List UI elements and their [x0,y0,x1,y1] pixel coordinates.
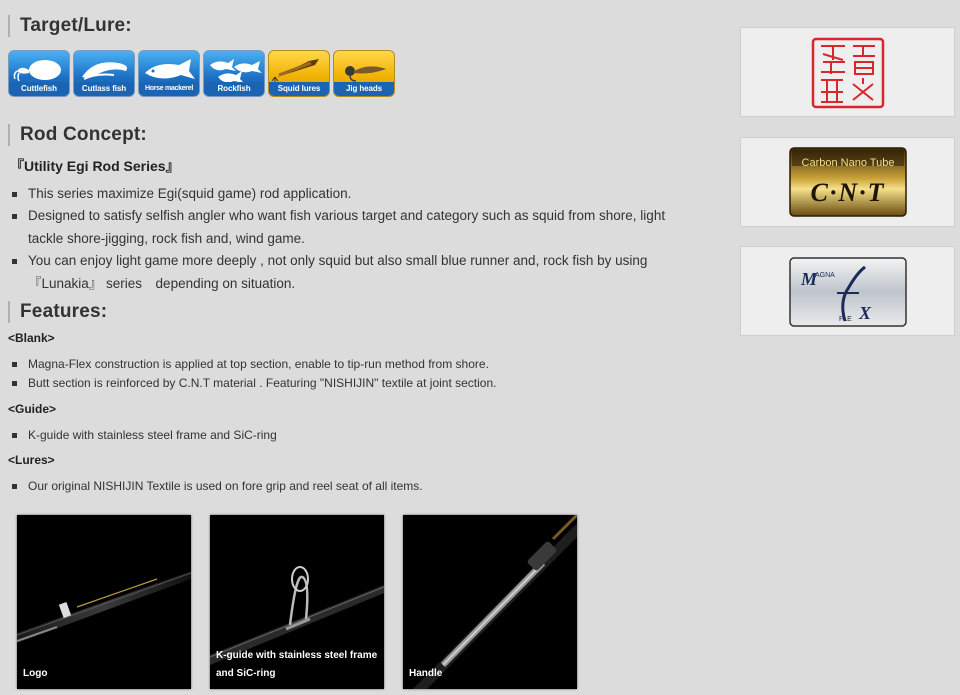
target-icons-row [8,50,395,97]
target-horse-mackerel[interactable] [138,50,200,97]
nishijin-seal-icon [741,28,956,118]
rod-handle-image [403,515,577,689]
blank-subheading: <Blank> [8,331,55,345]
cnt-main-text: C·N·T [810,178,886,207]
blank-list [10,355,700,393]
list-item: Our original NISHIJIN Textile is used on fore grip and reel seat of all items. [10,477,700,496]
lures-subheading: <Lures> [8,453,55,467]
concept-list [10,183,700,295]
target-lure-heading: Target/Lure: [8,15,132,37]
cnt-top-text: Carbon Nano Tube [801,157,895,169]
list-item: Butt section is reinforced by C.N.T material . Featuring "NISHIJIN" textile at joint section. [10,374,700,393]
photo-caption: Handle [409,668,443,679]
magna-flex-badge [740,246,955,336]
list-item: Magna-Flex construction is applied at top section, enable to tip-run method from shore. [10,355,700,374]
magna-flex-logo-icon [741,247,956,337]
photo-caption: Logo [23,668,48,679]
guide-subheading: <Guide> [8,402,57,416]
rod-logo-image [17,515,191,689]
photo-gallery [17,515,577,689]
list-item: You can enjoy light game more deeply , not only squid but also small blue runner and, rock fish by using 『Lunakia』 series depending on situation. [10,250,700,295]
target-label: Cuttlefish [9,82,69,96]
target-cutlass-fish[interactable] [73,50,135,97]
lures-list [10,477,700,496]
photo-logo[interactable] [17,515,191,689]
target-rockfish[interactable] [203,50,265,97]
guide-list [10,426,700,445]
target-label: Rockfish [204,82,264,96]
series-title: 『Utility Egi Rod Series』 [10,158,180,174]
rod-concept-heading: Rod Concept: [8,124,147,146]
nishijin-seal-badge [740,27,955,117]
photo-k-guide[interactable] [210,515,384,689]
target-label: Horse mackerel [139,82,199,96]
target-jig-heads[interactable] [333,50,395,97]
svg-text:FLE: FLE [839,316,852,323]
photo-handle[interactable] [403,515,577,689]
svg-text:X: X [859,303,872,323]
target-label: Squid lures [269,82,329,96]
list-item: This series maximize Egi(squid game) rod application. [10,183,700,205]
svg-text:M: M [801,269,818,289]
cnt-badge [740,137,955,227]
list-item: K-guide with stainless steel frame and SiC-ring [10,426,700,445]
features-heading: Features: [8,301,107,323]
list-item: Designed to satisfy selfish angler who want fish various target and category such as squid from shore, light tackle shore-jigging, rock fish and, wind game. [10,205,700,250]
target-cuttlefish[interactable] [8,50,70,97]
target-label: Jig heads [334,82,394,96]
svg-text:AGNA: AGNA [815,272,835,279]
photo-caption: K-guide with stainless steel frame and SiC-ring [216,650,378,679]
target-squid-lures[interactable] [268,50,330,97]
target-label: Cutlass fish [74,82,134,96]
